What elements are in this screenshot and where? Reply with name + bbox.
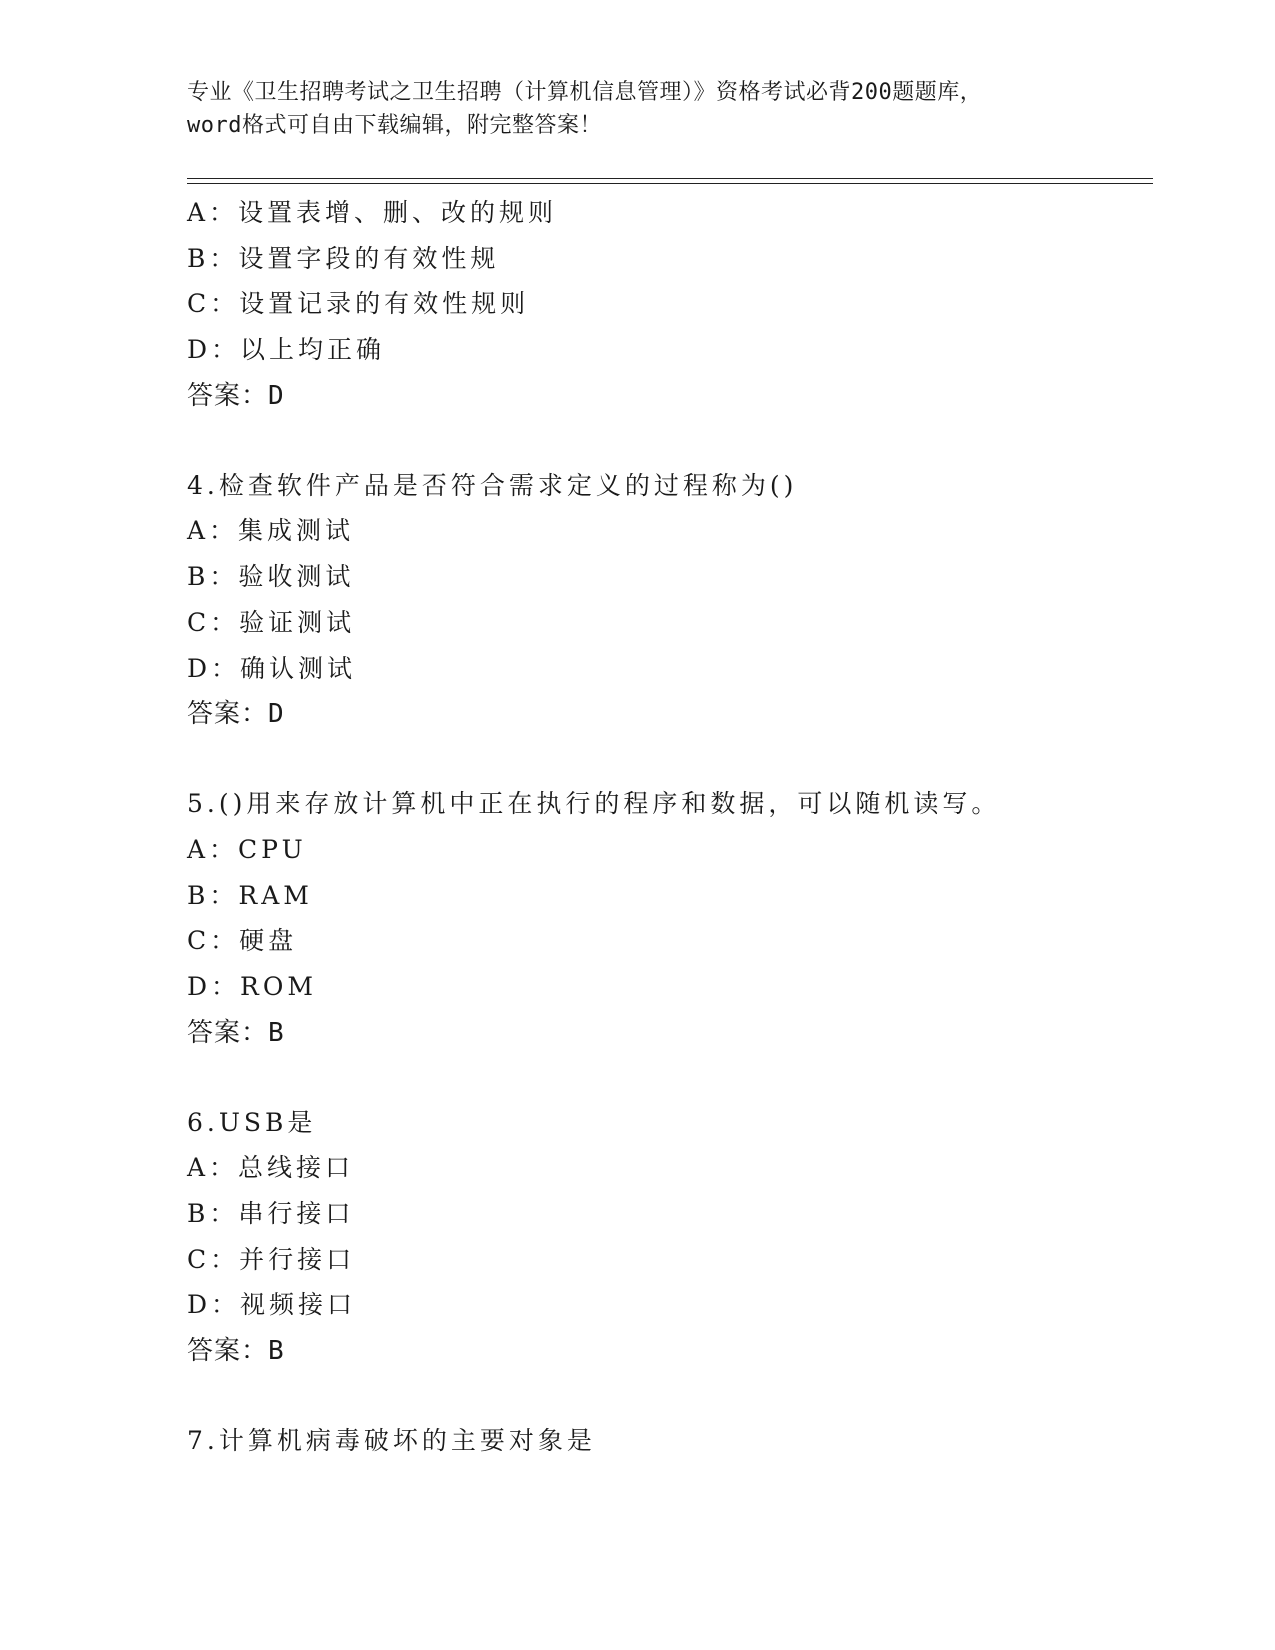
question-block-4 [187, 463, 1153, 737]
document-header [187, 76, 1087, 142]
header-title-line-1: 专业《卫生招聘考试之卫生招聘（计算机信息管理）》资格考试必背200题题库， [187, 80, 983, 105]
option-b: B：RAM [187, 880, 313, 910]
question-block-7 [187, 1418, 1153, 1464]
question-text: 7.计算机病毒破坏的主要对象是 [187, 1426, 596, 1456]
option-c: C：设置记录的有效性规则 [187, 289, 530, 319]
block-spacer [187, 737, 1153, 781]
option-a: A：设置表增、删、改的规则 [187, 198, 558, 227]
option-c: C：硬盘 [187, 926, 298, 956]
question-block-6 [187, 1100, 1153, 1374]
answer-line: 答案：D [187, 380, 285, 411]
block-spacer [187, 419, 1153, 463]
question-text: 4.检查软件产品是否符合需求定义的过程称为() [187, 470, 798, 500]
option-d: D：以上均正确 [187, 335, 386, 365]
block-spacer [187, 1374, 1153, 1418]
question-block-3 [187, 190, 1153, 419]
option-b: B：验收测试 [187, 562, 355, 592]
option-c: C：验证测试 [187, 607, 356, 637]
header-divider-top [187, 178, 1153, 179]
question-text: 5.()用来存放计算机中正在执行的程序和数据，可以随机读写。 [187, 789, 1001, 819]
answer-line: 答案：D [187, 699, 285, 730]
question-list [187, 190, 1153, 1464]
answer-line: 答案：B [187, 1336, 285, 1367]
option-b: B：串行接口 [187, 1199, 355, 1228]
option-d: D：ROM [187, 971, 317, 1001]
option-c: C：并行接口 [187, 1244, 356, 1274]
option-a: A：集成测试 [187, 516, 355, 546]
option-b: B：设置字段的有效性规 [187, 243, 500, 273]
option-d: D：确认测试 [187, 653, 357, 683]
question-block-5 [187, 781, 1153, 1055]
question-text: 6.USB是 [187, 1107, 317, 1137]
option-d: D：视频接口 [187, 1290, 357, 1320]
header-divider-bottom [187, 183, 1153, 184]
answer-line: 答案：B [187, 1017, 285, 1048]
option-a: A：总线接口 [187, 1153, 355, 1183]
option-a: A：CPU [187, 834, 307, 864]
header-title-line-2: word格式可自由下载编辑，附完整答案！ [187, 113, 602, 138]
block-spacer [187, 1056, 1153, 1100]
